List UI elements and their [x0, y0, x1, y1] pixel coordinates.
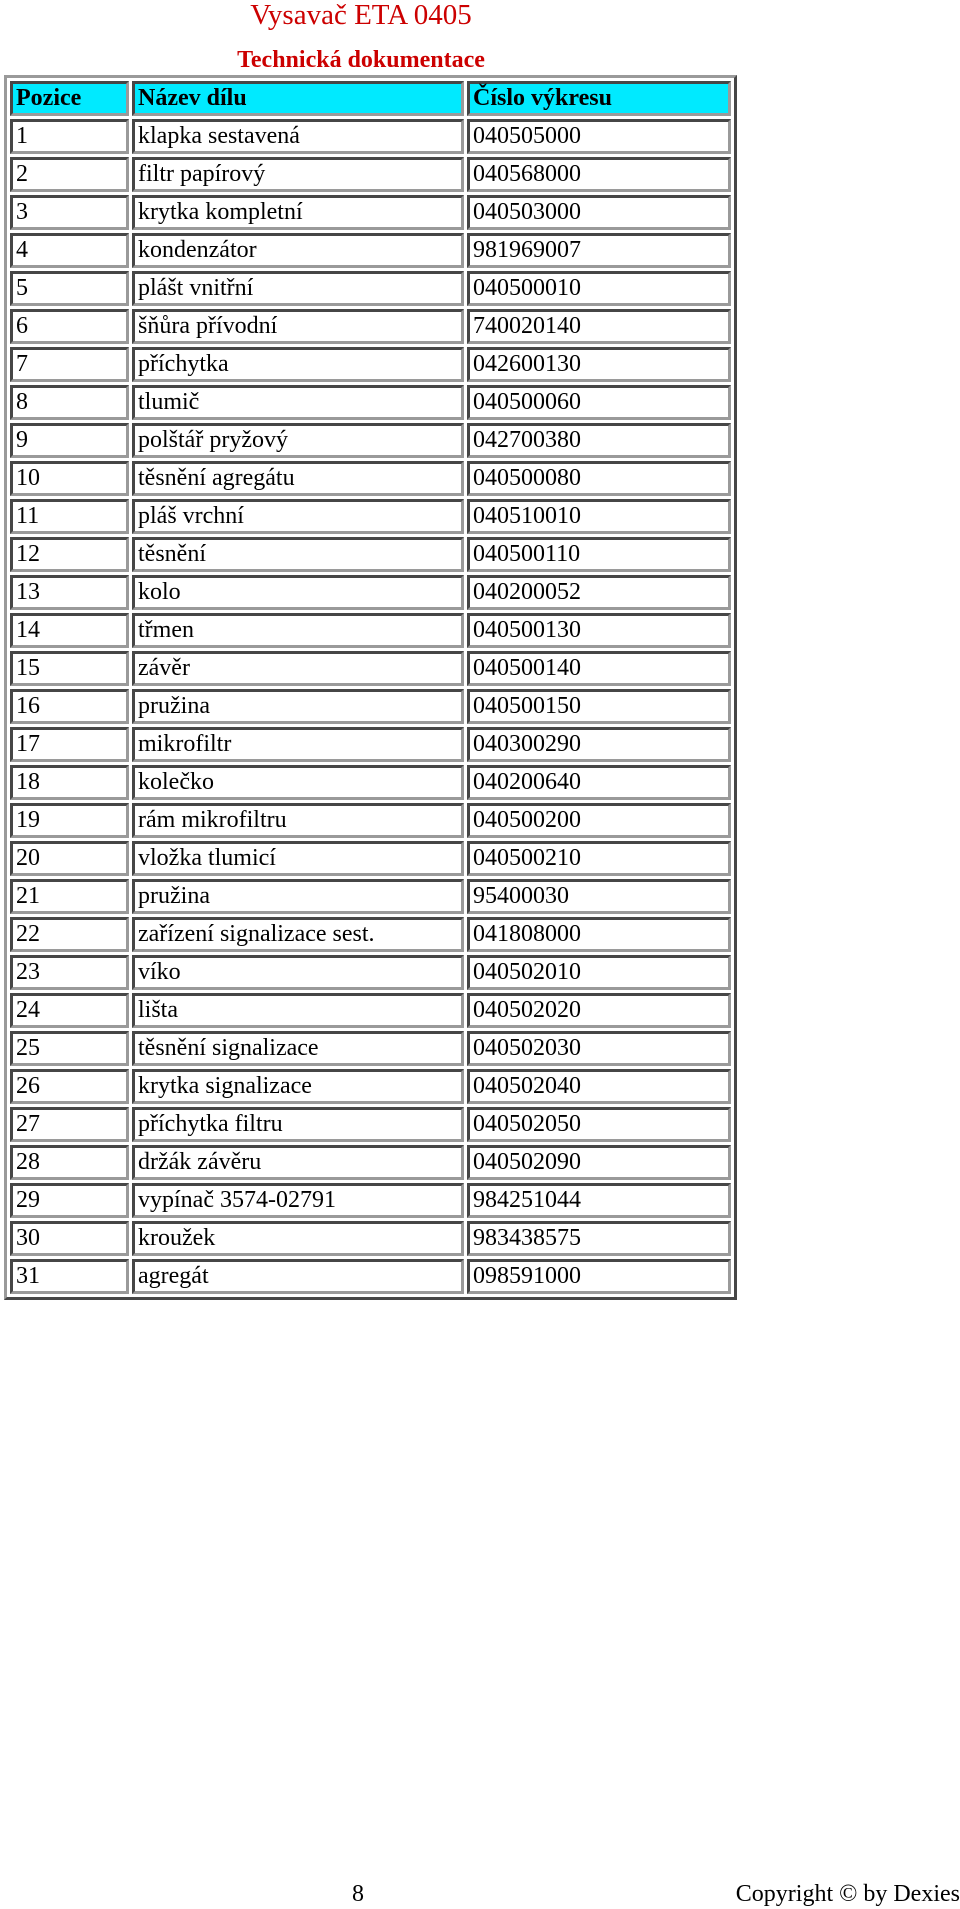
- cell-drawing-number: 042600130: [467, 347, 731, 382]
- document-subtitle: Technická dokumentace: [237, 47, 485, 73]
- cell-drawing-number: 040568000: [467, 157, 731, 192]
- cell-drawing-number: 040500110: [467, 537, 731, 572]
- cell-position: 8: [10, 385, 129, 420]
- cell-part-name: těsnění signalizace: [132, 1031, 464, 1066]
- table-row: [10, 1221, 731, 1256]
- table-row: [10, 765, 731, 800]
- cell-position: 22: [10, 917, 129, 952]
- cell-drawing-number: 040502090: [467, 1145, 731, 1180]
- cell-position: 21: [10, 879, 129, 914]
- cell-part-name: příchytka filtru: [132, 1107, 464, 1142]
- cell-part-name: kolo: [132, 575, 464, 610]
- cell-position: 5: [10, 271, 129, 306]
- cell-position: 12: [10, 537, 129, 572]
- header-drawing-number: Číslo výkresu: [467, 81, 731, 116]
- cell-drawing-number: 040200640: [467, 765, 731, 800]
- cell-part-name: vypínač 3574-02791: [132, 1183, 464, 1218]
- cell-part-name: kroužek: [132, 1221, 464, 1256]
- cell-part-name: pružina: [132, 879, 464, 914]
- cell-part-name: mikrofiltr: [132, 727, 464, 762]
- cell-position: 2: [10, 157, 129, 192]
- cell-drawing-number: 040500210: [467, 841, 731, 876]
- cell-drawing-number: 040502040: [467, 1069, 731, 1104]
- copyright-notice: Copyright © by Dexies: [735, 1881, 960, 1907]
- table-row: [10, 651, 731, 686]
- cell-part-name: lišta: [132, 993, 464, 1028]
- cell-drawing-number: 040502020: [467, 993, 731, 1028]
- cell-part-name: pláš vrchní: [132, 499, 464, 534]
- cell-drawing-number: 041808000: [467, 917, 731, 952]
- cell-position: 9: [10, 423, 129, 458]
- table-row: [10, 423, 731, 458]
- cell-position: 1: [10, 119, 129, 154]
- cell-drawing-number: 098591000: [467, 1259, 731, 1294]
- cell-drawing-number: 981969007: [467, 233, 731, 268]
- cell-drawing-number: 042700380: [467, 423, 731, 458]
- cell-drawing-number: 040200052: [467, 575, 731, 610]
- cell-position: 31: [10, 1259, 129, 1294]
- cell-position: 11: [10, 499, 129, 534]
- table-row: [10, 347, 731, 382]
- cell-position: 10: [10, 461, 129, 496]
- cell-part-name: těsnění agregátu: [132, 461, 464, 496]
- cell-part-name: držák závěru: [132, 1145, 464, 1180]
- table-row: [10, 1069, 731, 1104]
- cell-position: 25: [10, 1031, 129, 1066]
- cell-drawing-number: 040500200: [467, 803, 731, 838]
- cell-drawing-number: 040500080: [467, 461, 731, 496]
- table-row: [10, 841, 731, 876]
- cell-position: 18: [10, 765, 129, 800]
- cell-part-name: víko: [132, 955, 464, 990]
- cell-part-name: klapka sestavená: [132, 119, 464, 154]
- cell-part-name: zařízení signalizace sest.: [132, 917, 464, 952]
- table-row: [10, 993, 731, 1028]
- table-row: [10, 309, 731, 344]
- table-row: [10, 955, 731, 990]
- table-row: [10, 385, 731, 420]
- header-part-name: Název dílu: [132, 81, 464, 116]
- cell-part-name: těsnění: [132, 537, 464, 572]
- table-row: [10, 461, 731, 496]
- table-row: [10, 499, 731, 534]
- table-row: [10, 195, 731, 230]
- cell-part-name: krytka signalizace: [132, 1069, 464, 1104]
- cell-position: 7: [10, 347, 129, 382]
- table-row: [10, 1031, 731, 1066]
- cell-part-name: kondenzátor: [132, 233, 464, 268]
- table-header-row: [10, 81, 731, 116]
- cell-drawing-number: 95400030: [467, 879, 731, 914]
- cell-position: 4: [10, 233, 129, 268]
- cell-drawing-number: 040502030: [467, 1031, 731, 1066]
- cell-drawing-number: 040502010: [467, 955, 731, 990]
- cell-part-name: kolečko: [132, 765, 464, 800]
- cell-position: 27: [10, 1107, 129, 1142]
- table-row: [10, 803, 731, 838]
- table-row: [10, 233, 731, 268]
- cell-drawing-number: 040505000: [467, 119, 731, 154]
- cell-position: 15: [10, 651, 129, 686]
- cell-drawing-number: 040502050: [467, 1107, 731, 1142]
- cell-drawing-number: 983438575: [467, 1221, 731, 1256]
- table-row: [10, 119, 731, 154]
- page-number: 8: [352, 1881, 364, 1907]
- cell-drawing-number: 040500060: [467, 385, 731, 420]
- cell-part-name: příchytka: [132, 347, 464, 382]
- cell-position: 17: [10, 727, 129, 762]
- table-row: [10, 689, 731, 724]
- cell-drawing-number: 040503000: [467, 195, 731, 230]
- table-row: [10, 575, 731, 610]
- cell-part-name: rám mikrofiltru: [132, 803, 464, 838]
- cell-part-name: krytka kompletní: [132, 195, 464, 230]
- cell-part-name: agregát: [132, 1259, 464, 1294]
- cell-position: 30: [10, 1221, 129, 1256]
- cell-drawing-number: 984251044: [467, 1183, 731, 1218]
- cell-drawing-number: 040500150: [467, 689, 731, 724]
- table-row: [10, 271, 731, 306]
- table-row: [10, 1259, 731, 1294]
- cell-position: 23: [10, 955, 129, 990]
- cell-position: 16: [10, 689, 129, 724]
- document-title: Vysavač ETA 0405: [250, 0, 472, 31]
- cell-position: 28: [10, 1145, 129, 1180]
- cell-position: 29: [10, 1183, 129, 1218]
- table-row: [10, 613, 731, 648]
- cell-position: 13: [10, 575, 129, 610]
- header-position: Pozice: [10, 81, 129, 116]
- parts-table-body: [10, 119, 731, 1294]
- table-row: [10, 879, 731, 914]
- cell-part-name: šňůra přívodní: [132, 309, 464, 344]
- cell-part-name: polštář pryžový: [132, 423, 464, 458]
- cell-position: 20: [10, 841, 129, 876]
- cell-drawing-number: 740020140: [467, 309, 731, 344]
- cell-drawing-number: 040500130: [467, 613, 731, 648]
- cell-part-name: pružina: [132, 689, 464, 724]
- table-row: [10, 1107, 731, 1142]
- cell-position: 19: [10, 803, 129, 838]
- table-row: [10, 917, 731, 952]
- table-row: [10, 1183, 731, 1218]
- cell-position: 14: [10, 613, 129, 648]
- cell-part-name: filtr papírový: [132, 157, 464, 192]
- cell-part-name: tlumič: [132, 385, 464, 420]
- table-row: [10, 727, 731, 762]
- cell-drawing-number: 040500010: [467, 271, 731, 306]
- cell-part-name: třmen: [132, 613, 464, 648]
- cell-drawing-number: 040510010: [467, 499, 731, 534]
- table-row: [10, 537, 731, 572]
- parts-table: [4, 75, 737, 1300]
- cell-position: 24: [10, 993, 129, 1028]
- cell-position: 3: [10, 195, 129, 230]
- cell-position: 26: [10, 1069, 129, 1104]
- cell-part-name: závěr: [132, 651, 464, 686]
- cell-position: 6: [10, 309, 129, 344]
- cell-part-name: vložka tlumicí: [132, 841, 464, 876]
- cell-part-name: plášt vnitřní: [132, 271, 464, 306]
- table-row: [10, 157, 731, 192]
- cell-drawing-number: 040500140: [467, 651, 731, 686]
- table-row: [10, 1145, 731, 1180]
- cell-drawing-number: 040300290: [467, 727, 731, 762]
